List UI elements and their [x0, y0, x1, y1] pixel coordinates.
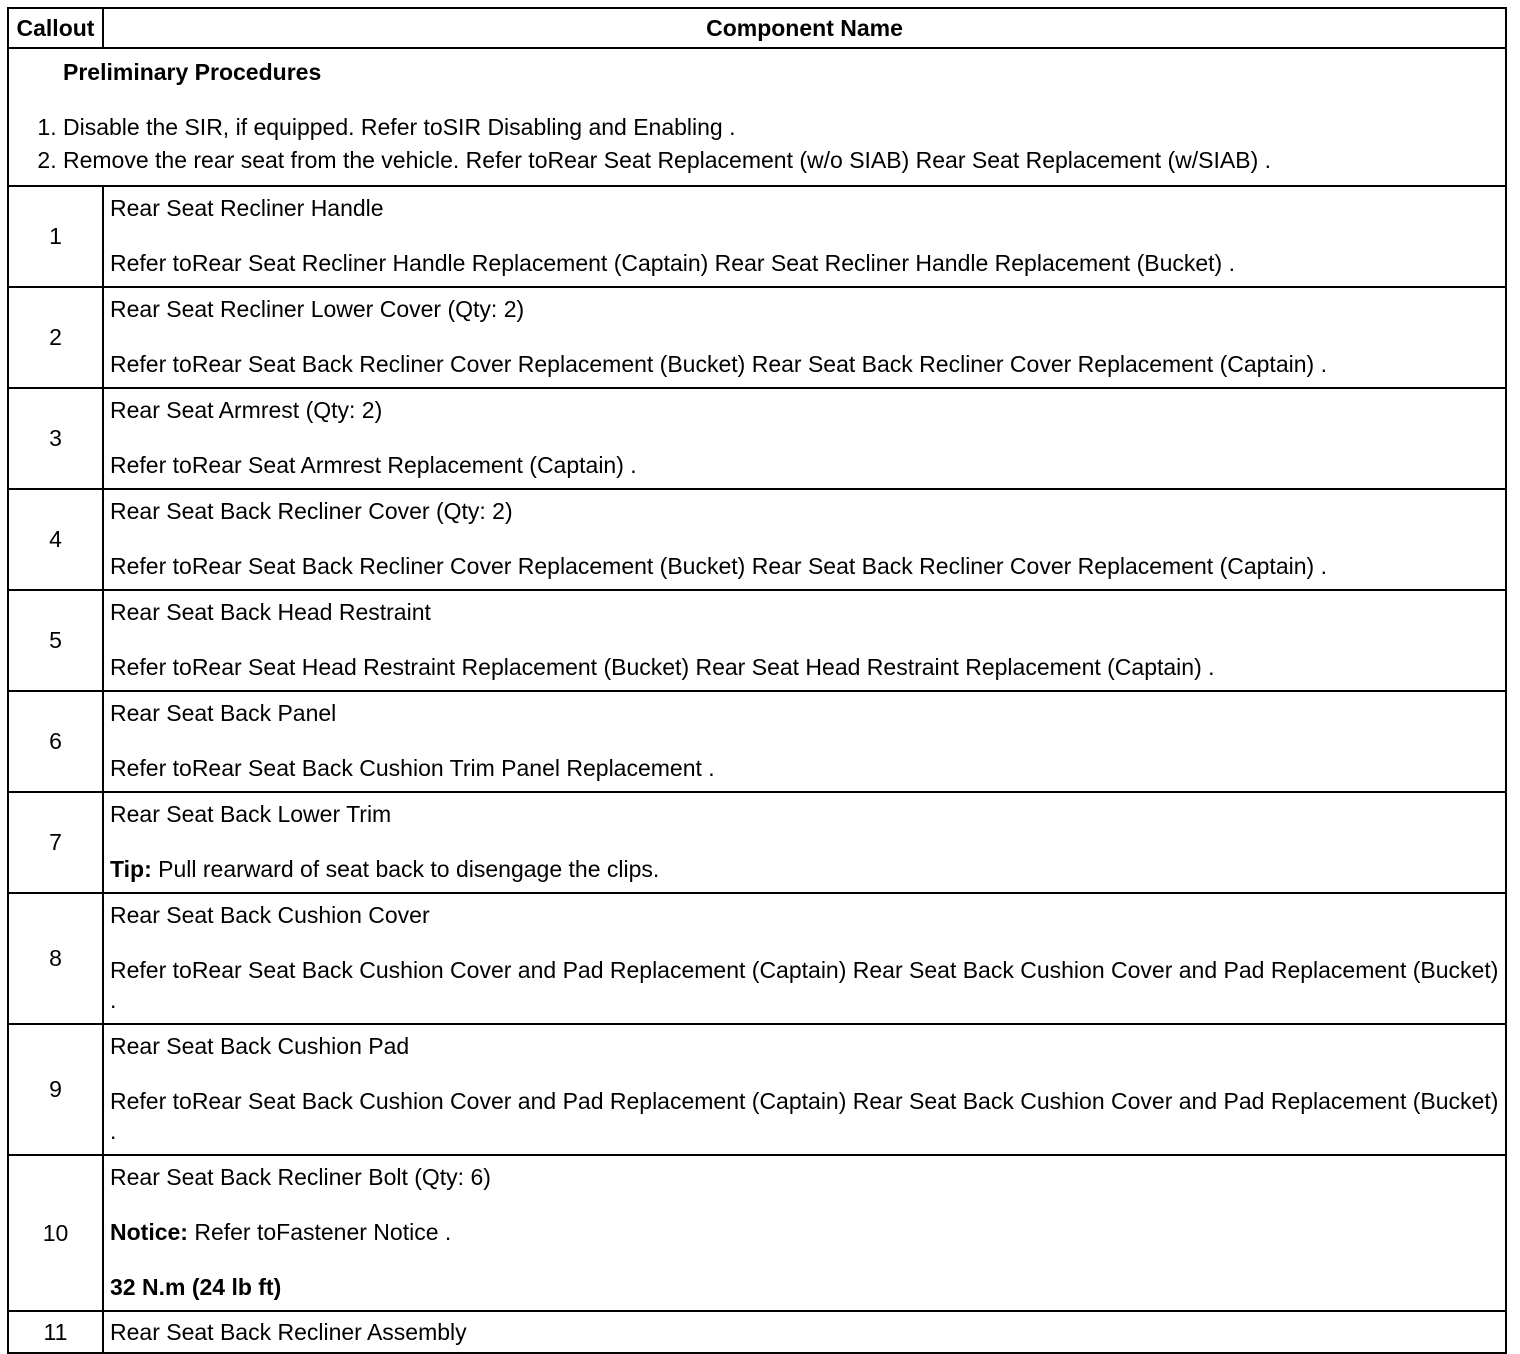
component-name: Rear Seat Back Cushion Cover — [110, 902, 430, 928]
preliminary-steps — [9, 111, 1505, 177]
table-row — [8, 691, 1506, 792]
component-cell — [103, 489, 1506, 590]
callout-number: 6 — [8, 691, 103, 792]
component-name: Rear Seat Recliner Handle — [110, 195, 384, 221]
callout-number: 3 — [8, 388, 103, 489]
component-name: Rear Seat Back Recliner Assembly — [110, 1319, 467, 1345]
notice-body[interactable]: Refer toFastener Notice . — [187, 1219, 452, 1245]
table-row — [8, 1155, 1506, 1311]
component-name: Rear Seat Back Head Restraint — [110, 599, 431, 625]
component-cell — [103, 1155, 1506, 1311]
component-name: Rear Seat Back Lower Trim — [110, 801, 392, 827]
component-reference[interactable]: Refer toRear Seat Back Cushion Cover and Pad Replacement (Captain) Rear Seat Back Cushion Cover and Pad Replacement (Bucket) . — [110, 957, 1499, 1013]
preliminary-step: 1. Disable the SIR, if equipped. Refer toSIR Disabling and Enabling . — [63, 111, 1505, 144]
preliminary-row — [8, 48, 1506, 186]
component-name: Rear Seat Back Panel — [110, 700, 337, 726]
component-cell — [103, 792, 1506, 893]
callout-number: 8 — [8, 893, 103, 1024]
tip-label: Tip: — [110, 856, 152, 882]
table-row — [8, 1311, 1506, 1353]
component-cell — [103, 893, 1506, 1024]
component-cell — [103, 287, 1506, 388]
preliminary-procedures — [8, 48, 1506, 186]
component-cell — [103, 1311, 1506, 1353]
torque-spec: 32 N.m (24 lb ft) — [110, 1274, 282, 1300]
component-reference[interactable]: Refer toRear Seat Head Restraint Replacement (Bucket) Rear Seat Head Restraint Replacement (Captain) . — [110, 654, 1215, 680]
component-name: Rear Seat Back Recliner Cover (Qty: 2) — [110, 498, 513, 524]
callout-header: Callout — [8, 8, 103, 48]
callout-number: 11 — [8, 1311, 103, 1353]
table-row — [8, 590, 1506, 691]
component-name: Rear Seat Recliner Lower Cover (Qty: 2) — [110, 296, 525, 322]
callout-number: 2 — [8, 287, 103, 388]
tip-text — [110, 854, 1499, 884]
table-row — [8, 893, 1506, 1024]
component-reference[interactable]: Refer toRear Seat Recliner Handle Replacement (Captain) Rear Seat Recliner Handle Replacement (Bucket) . — [110, 250, 1235, 276]
component-table — [7, 7, 1507, 1354]
component-reference[interactable]: Refer toRear Seat Back Recliner Cover Replacement (Bucket) Rear Seat Back Recliner Cover Replacement (Captain) . — [110, 351, 1327, 377]
preliminary-step: 2. Remove the rear seat from the vehicle. Refer toRear Seat Replacement (w/o SIAB) Rear Seat Replacement (w/SIAB) . — [63, 144, 1505, 177]
component-name-header: Component Name — [103, 8, 1506, 48]
preliminary-title: Preliminary Procedures — [63, 59, 322, 85]
component-cell — [103, 590, 1506, 691]
component-cell — [103, 691, 1506, 792]
component-reference[interactable]: Refer toRear Seat Back Cushion Trim Panel Replacement . — [110, 755, 715, 781]
table-row — [8, 489, 1506, 590]
header-row — [8, 8, 1506, 48]
component-name: Rear Seat Armrest (Qty: 2) — [110, 397, 383, 423]
component-reference[interactable]: Refer toRear Seat Back Cushion Cover and Pad Replacement (Captain) Rear Seat Back Cushion Cover and Pad Replacement (Bucket) . — [110, 1088, 1499, 1144]
table-row — [8, 1024, 1506, 1155]
table-row — [8, 792, 1506, 893]
table-row — [8, 287, 1506, 388]
table-row — [8, 388, 1506, 489]
component-reference[interactable]: Refer toRear Seat Armrest Replacement (Captain) . — [110, 452, 637, 478]
table-row — [8, 186, 1506, 287]
component-name: Rear Seat Back Cushion Pad — [110, 1033, 410, 1059]
callout-number: 9 — [8, 1024, 103, 1155]
callout-number: 1 — [8, 186, 103, 287]
component-name: Rear Seat Back Recliner Bolt (Qty: 6) — [110, 1164, 491, 1190]
callout-number: 5 — [8, 590, 103, 691]
callout-number: 10 — [8, 1155, 103, 1311]
component-cell — [103, 388, 1506, 489]
tip-body: Pull rearward of seat back to disengage the clips. — [151, 856, 660, 882]
callout-number: 7 — [8, 792, 103, 893]
callout-number: 4 — [8, 489, 103, 590]
notice-label: Notice: — [110, 1219, 188, 1245]
component-cell — [103, 1024, 1506, 1155]
component-cell — [103, 186, 1506, 287]
component-reference[interactable]: Refer toRear Seat Back Recliner Cover Replacement (Bucket) Rear Seat Back Recliner Cover Replacement (Captain) . — [110, 553, 1327, 579]
notice-text — [110, 1217, 1499, 1247]
